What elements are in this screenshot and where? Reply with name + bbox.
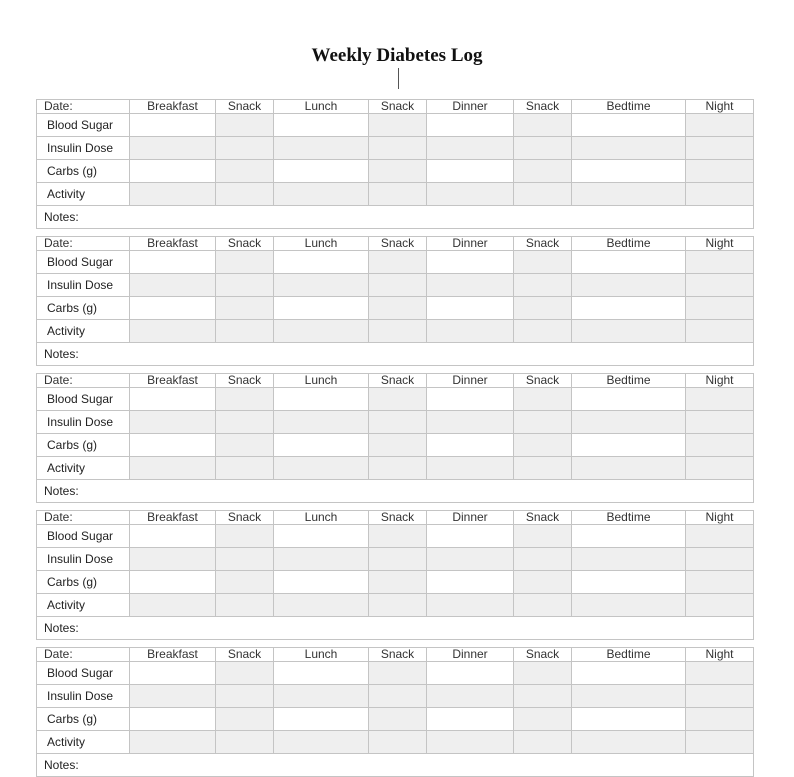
entry-cell[interactable] [369, 571, 427, 594]
row-label: Insulin Dose [37, 685, 130, 708]
entry-cell[interactable] [514, 434, 572, 457]
entry-cell[interactable] [686, 137, 754, 160]
entry-cell[interactable] [216, 137, 274, 160]
row-label: Carbs (g) [37, 434, 130, 457]
entry-cell[interactable] [274, 274, 369, 297]
column-header: Snack [514, 237, 572, 251]
entry-cell[interactable] [274, 137, 369, 160]
column-header: Lunch [274, 648, 369, 662]
entry-cell[interactable] [369, 457, 427, 480]
entry-cell[interactable] [274, 685, 369, 708]
entry-cell[interactable] [216, 457, 274, 480]
notes-field[interactable]: Notes: [37, 617, 754, 640]
entry-cell[interactable] [369, 708, 427, 731]
entry-cell[interactable] [514, 685, 572, 708]
entry-cell[interactable] [427, 114, 514, 137]
entry-cell[interactable] [130, 160, 216, 183]
entry-cell[interactable] [427, 594, 514, 617]
column-header: Snack [216, 100, 274, 114]
entry-cell[interactable] [130, 411, 216, 434]
entry-cell[interactable] [216, 731, 274, 754]
entry-cell[interactable] [274, 297, 369, 320]
notes-field[interactable]: Notes: [37, 343, 754, 366]
row-label: Activity [37, 594, 130, 617]
entry-cell[interactable] [572, 434, 686, 457]
entry-cell[interactable] [686, 457, 754, 480]
column-header: Breakfast [130, 100, 216, 114]
column-header: Bedtime [572, 100, 686, 114]
entry-cell[interactable] [572, 731, 686, 754]
entry-cell[interactable] [130, 525, 216, 548]
entry-cell[interactable] [514, 571, 572, 594]
column-header: Lunch [274, 374, 369, 388]
date-label: Date: [37, 100, 130, 114]
column-header: Snack [514, 648, 572, 662]
column-header: Night [686, 237, 754, 251]
entry-cell[interactable] [427, 571, 514, 594]
entry-cell[interactable] [427, 251, 514, 274]
row-label: Insulin Dose [37, 411, 130, 434]
column-header: Dinner [427, 374, 514, 388]
column-header: Breakfast [130, 648, 216, 662]
entry-cell[interactable] [369, 685, 427, 708]
entry-cell[interactable] [274, 594, 369, 617]
entry-cell[interactable] [686, 708, 754, 731]
entry-cell[interactable] [216, 525, 274, 548]
entry-cell[interactable] [514, 708, 572, 731]
row-label: Activity [37, 731, 130, 754]
entry-cell[interactable] [686, 411, 754, 434]
entry-cell[interactable] [514, 457, 572, 480]
entry-cell[interactable] [427, 160, 514, 183]
entry-cell[interactable] [427, 411, 514, 434]
entry-cell[interactable] [369, 434, 427, 457]
entry-cell[interactable] [130, 685, 216, 708]
row-label: Carbs (g) [37, 297, 130, 320]
entry-cell[interactable] [427, 320, 514, 343]
day-log-table [36, 647, 754, 777]
entry-cell[interactable] [369, 297, 427, 320]
entry-cell[interactable] [514, 662, 572, 685]
row-label: Blood Sugar [37, 251, 130, 274]
entry-cell[interactable] [274, 662, 369, 685]
entry-cell[interactable] [686, 183, 754, 206]
entry-cell[interactable] [369, 388, 427, 411]
entry-cell[interactable] [274, 457, 369, 480]
column-header: Dinner [427, 100, 514, 114]
column-header: Snack [369, 237, 427, 251]
entry-cell[interactable] [686, 388, 754, 411]
entry-cell[interactable] [216, 708, 274, 731]
entry-cell[interactable] [427, 274, 514, 297]
entry-cell[interactable] [216, 685, 274, 708]
entry-cell[interactable] [130, 662, 216, 685]
column-header: Lunch [274, 511, 369, 525]
column-header: Bedtime [572, 237, 686, 251]
entry-cell[interactable] [216, 662, 274, 685]
day-log-table [36, 373, 754, 503]
entry-cell[interactable] [130, 594, 216, 617]
entry-cell[interactable] [274, 731, 369, 754]
entry-cell[interactable] [686, 594, 754, 617]
entry-cell[interactable] [369, 662, 427, 685]
entry-cell[interactable] [274, 388, 369, 411]
column-header: Dinner [427, 511, 514, 525]
page-title: Weekly Diabetes Log [311, 45, 483, 66]
entry-cell[interactable] [572, 388, 686, 411]
entry-cell[interactable] [369, 183, 427, 206]
entry-cell[interactable] [130, 137, 216, 160]
entry-cell[interactable] [274, 183, 369, 206]
entry-cell[interactable] [216, 434, 274, 457]
row-label: Activity [37, 457, 130, 480]
text-cursor [398, 68, 399, 89]
entry-cell[interactable] [427, 662, 514, 685]
entry-cell[interactable] [427, 388, 514, 411]
entry-cell[interactable] [369, 274, 427, 297]
entry-cell[interactable] [216, 388, 274, 411]
entry-cell[interactable] [514, 525, 572, 548]
entry-cell[interactable] [686, 731, 754, 754]
entry-cell[interactable] [427, 731, 514, 754]
entry-cell[interactable] [572, 457, 686, 480]
entry-cell[interactable] [514, 137, 572, 160]
entry-cell[interactable] [130, 548, 216, 571]
entry-cell[interactable] [686, 434, 754, 457]
entry-cell[interactable] [130, 571, 216, 594]
entry-cell[interactable] [572, 685, 686, 708]
entry-cell[interactable] [130, 251, 216, 274]
column-header: Night [686, 100, 754, 114]
date-label: Date: [37, 374, 130, 388]
entry-cell[interactable] [130, 274, 216, 297]
entry-cell[interactable] [216, 274, 274, 297]
entry-cell[interactable] [274, 548, 369, 571]
entry-cell[interactable] [572, 571, 686, 594]
entry-cell[interactable] [427, 525, 514, 548]
row-label: Insulin Dose [37, 548, 130, 571]
entry-cell[interactable] [572, 594, 686, 617]
column-header: Breakfast [130, 374, 216, 388]
entry-cell[interactable] [369, 320, 427, 343]
entry-cell[interactable] [572, 297, 686, 320]
row-label: Insulin Dose [37, 137, 130, 160]
entry-cell[interactable] [216, 251, 274, 274]
entry-cell[interactable] [572, 320, 686, 343]
entry-cell[interactable] [369, 160, 427, 183]
entry-cell[interactable] [274, 708, 369, 731]
entry-cell[interactable] [572, 183, 686, 206]
entry-cell[interactable] [369, 411, 427, 434]
entry-cell[interactable] [572, 548, 686, 571]
notes-field[interactable]: Notes: [37, 754, 754, 777]
entry-cell[interactable] [427, 434, 514, 457]
column-header: Night [686, 648, 754, 662]
entry-cell[interactable] [130, 388, 216, 411]
entry-cell[interactable] [427, 297, 514, 320]
column-header: Snack [216, 237, 274, 251]
entry-cell[interactable] [572, 411, 686, 434]
row-label: Blood Sugar [37, 388, 130, 411]
entry-cell[interactable] [130, 183, 216, 206]
column-header: Breakfast [130, 511, 216, 525]
day-log-table [36, 510, 754, 640]
column-header: Snack [514, 374, 572, 388]
entry-cell[interactable] [216, 411, 274, 434]
entry-cell[interactable] [427, 457, 514, 480]
entry-cell[interactable] [427, 137, 514, 160]
entry-cell[interactable] [572, 274, 686, 297]
entry-cell[interactable] [130, 708, 216, 731]
entry-cell[interactable] [274, 114, 369, 137]
column-header: Snack [369, 648, 427, 662]
row-label: Insulin Dose [37, 274, 130, 297]
entry-cell[interactable] [686, 525, 754, 548]
column-header: Dinner [427, 648, 514, 662]
column-header: Night [686, 374, 754, 388]
entry-cell[interactable] [572, 662, 686, 685]
entry-cell[interactable] [369, 114, 427, 137]
entry-cell[interactable] [572, 137, 686, 160]
row-label: Blood Sugar [37, 662, 130, 685]
day-log-table [36, 99, 754, 229]
entry-cell[interactable] [216, 571, 274, 594]
entry-cell[interactable] [427, 548, 514, 571]
entry-cell[interactable] [216, 548, 274, 571]
entry-cell[interactable] [514, 274, 572, 297]
entry-cell[interactable] [514, 388, 572, 411]
entry-cell[interactable] [686, 662, 754, 685]
column-header: Snack [216, 374, 274, 388]
entry-cell[interactable] [130, 297, 216, 320]
entry-cell[interactable] [369, 525, 427, 548]
notes-field[interactable]: Notes: [37, 206, 754, 229]
date-label: Date: [37, 511, 130, 525]
column-header: Bedtime [572, 374, 686, 388]
row-label: Activity [37, 320, 130, 343]
column-header: Snack [216, 648, 274, 662]
entry-cell[interactable] [686, 571, 754, 594]
day-log-table [36, 236, 754, 366]
date-label: Date: [37, 237, 130, 251]
row-label: Activity [37, 183, 130, 206]
entry-cell[interactable] [572, 114, 686, 137]
column-header: Dinner [427, 237, 514, 251]
entry-cell[interactable] [130, 320, 216, 343]
entry-cell[interactable] [514, 731, 572, 754]
notes-field[interactable]: Notes: [37, 480, 754, 503]
column-header: Lunch [274, 237, 369, 251]
entry-cell[interactable] [514, 411, 572, 434]
entry-cell[interactable] [369, 137, 427, 160]
row-label: Carbs (g) [37, 571, 130, 594]
entry-cell[interactable] [130, 114, 216, 137]
entry-cell[interactable] [686, 548, 754, 571]
entry-cell[interactable] [514, 160, 572, 183]
entry-cell[interactable] [427, 685, 514, 708]
entry-cell[interactable] [514, 114, 572, 137]
entry-cell[interactable] [514, 251, 572, 274]
entry-cell[interactable] [369, 594, 427, 617]
row-label: Blood Sugar [37, 525, 130, 548]
entry-cell[interactable] [514, 320, 572, 343]
column-header: Bedtime [572, 511, 686, 525]
column-header: Snack [514, 100, 572, 114]
column-header: Bedtime [572, 648, 686, 662]
entry-cell[interactable] [686, 297, 754, 320]
entry-cell[interactable] [274, 434, 369, 457]
entry-cell[interactable] [274, 571, 369, 594]
entry-cell[interactable] [686, 251, 754, 274]
entry-cell[interactable] [216, 183, 274, 206]
column-header: Snack [369, 511, 427, 525]
column-header: Snack [369, 374, 427, 388]
entry-cell[interactable] [130, 457, 216, 480]
column-header: Snack [216, 511, 274, 525]
entry-cell[interactable] [514, 548, 572, 571]
entry-cell[interactable] [274, 320, 369, 343]
entry-cell[interactable] [369, 731, 427, 754]
column-header: Breakfast [130, 237, 216, 251]
entry-cell[interactable] [572, 251, 686, 274]
entry-cell[interactable] [216, 297, 274, 320]
entry-cell[interactable] [130, 434, 216, 457]
date-label: Date: [37, 648, 130, 662]
column-header: Snack [369, 100, 427, 114]
column-header: Lunch [274, 100, 369, 114]
entry-cell[interactable] [369, 548, 427, 571]
entry-cell[interactable] [369, 251, 427, 274]
entry-cell[interactable] [216, 114, 274, 137]
entry-cell[interactable] [130, 731, 216, 754]
entry-cell[interactable] [274, 251, 369, 274]
entry-cell[interactable] [686, 160, 754, 183]
entry-cell[interactable] [686, 320, 754, 343]
entry-cell[interactable] [572, 708, 686, 731]
entry-cell[interactable] [514, 183, 572, 206]
entry-cell[interactable] [686, 114, 754, 137]
entry-cell[interactable] [427, 183, 514, 206]
entry-cell[interactable] [514, 594, 572, 617]
row-label: Carbs (g) [37, 160, 130, 183]
entry-cell[interactable] [216, 594, 274, 617]
entry-cell[interactable] [686, 685, 754, 708]
entry-cell[interactable] [572, 160, 686, 183]
entry-cell[interactable] [686, 274, 754, 297]
entry-cell[interactable] [274, 160, 369, 183]
entry-cell[interactable] [274, 411, 369, 434]
entry-cell[interactable] [572, 525, 686, 548]
column-header: Night [686, 511, 754, 525]
entry-cell[interactable] [216, 320, 274, 343]
row-label: Blood Sugar [37, 114, 130, 137]
entry-cell[interactable] [274, 525, 369, 548]
entry-cell[interactable] [427, 708, 514, 731]
entry-cell[interactable] [216, 160, 274, 183]
column-header: Snack [514, 511, 572, 525]
row-label: Carbs (g) [37, 708, 130, 731]
entry-cell[interactable] [514, 297, 572, 320]
